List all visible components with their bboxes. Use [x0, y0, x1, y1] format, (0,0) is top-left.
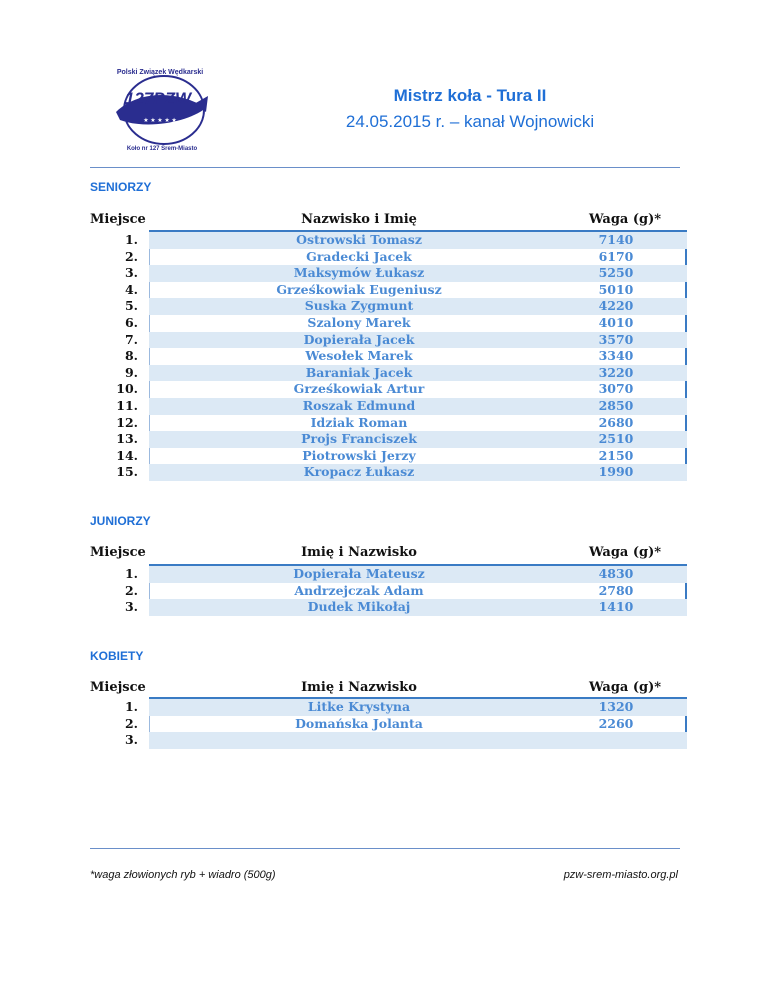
place-number: 9. — [124, 364, 138, 380]
table-row — [149, 265, 687, 282]
place-number: 11. — [116, 398, 138, 413]
top-divider — [90, 167, 680, 168]
place-number: 8. — [124, 348, 138, 364]
weight-value: 3340 — [598, 348, 634, 364]
weight-value: 5250 — [598, 265, 634, 281]
place-number: 1. — [124, 232, 138, 247]
table-row — [149, 315, 687, 332]
competitor-name: Dopierała Jacek — [303, 331, 415, 347]
weight-value: 1320 — [598, 699, 634, 714]
competitor-name: Projs Franciszek — [301, 431, 417, 447]
competitor-name: Dopierała Mateusz — [293, 566, 425, 581]
weight-value: 4830 — [598, 566, 634, 581]
competitor-name: Grześkowiak Eugeniusz — [276, 281, 442, 297]
table-row — [149, 415, 687, 432]
weight-value: 2780 — [598, 582, 634, 598]
weight-value: 1990 — [598, 464, 634, 480]
bottom-divider — [90, 848, 680, 849]
table-row — [149, 716, 687, 733]
col-header-weight: Waga (g)* — [588, 545, 662, 560]
svg-text:127PZW: 127PZW — [124, 89, 192, 108]
weight-value: 2150 — [598, 447, 634, 463]
col-header-place: Miejsce — [90, 212, 146, 227]
pzw-logo — [108, 60, 212, 156]
competitor-name: Grześkowiak Artur — [293, 381, 425, 397]
competitor-name: Gradecki Jacek — [306, 248, 412, 264]
footer-url: pzw-srem-miasto.org.pl — [563, 869, 678, 881]
weight-value: 3070 — [598, 381, 634, 397]
table-row — [149, 232, 687, 249]
place-number: 2. — [124, 248, 138, 264]
weight-value: 1410 — [598, 599, 634, 615]
place-number: 1. — [124, 699, 138, 714]
table-row — [149, 448, 687, 465]
table-row — [149, 332, 687, 349]
place-number: 12. — [116, 414, 138, 430]
svg-text:Koło nr 127 Śrem-Miasto: Koło nr 127 Śrem-Miasto — [126, 146, 198, 152]
weight-value: 5010 — [598, 281, 634, 297]
table-row — [149, 249, 687, 266]
weight-value: 2260 — [598, 715, 634, 731]
competitor-name: Kropacz Łukasz — [303, 464, 415, 480]
col-header-name: Nazwisko i Imię — [301, 212, 417, 227]
table-row — [149, 583, 687, 600]
competitor-name: Baraniak Jacek — [305, 364, 413, 380]
col-header-place: Miejsce — [90, 545, 146, 560]
place-number: 2. — [124, 715, 138, 731]
place-number: 10. — [116, 381, 138, 397]
place-number: 5. — [124, 298, 138, 314]
table-row — [149, 599, 687, 616]
table-row — [149, 398, 687, 415]
col-header-weight: Waga (g)* — [588, 212, 662, 227]
place-number: 14. — [116, 447, 138, 463]
competitor-name: Idziak Roman — [310, 414, 408, 430]
table-row — [149, 431, 687, 448]
competitor-name: Suska Zygmunt — [304, 298, 414, 314]
col-header-place: Miejsce — [90, 680, 146, 695]
competitor-name: Andrzejczak Adam — [294, 582, 424, 598]
competitor-name: Szalony Marek — [307, 314, 411, 330]
weight-value: 4220 — [598, 298, 634, 314]
table-row — [149, 365, 687, 382]
page-title: Mistrz koła - Tura II — [393, 86, 547, 105]
place-number: 1. — [124, 566, 138, 581]
col-header-name: Imię i Nazwisko — [301, 545, 417, 560]
weight-value: 2850 — [598, 397, 634, 413]
section-label: SENIORZY — [90, 180, 152, 194]
competitor-name: Roszak Edmund — [302, 397, 416, 413]
place-number: 15. — [116, 464, 138, 480]
footer-note: *waga złowionych ryb + wiadro (500g) — [90, 869, 276, 881]
page-subtitle: 24.05.2015 r. – kanał Wojnowicki — [345, 112, 595, 131]
place-number: 4. — [124, 281, 138, 297]
results-table — [149, 566, 687, 616]
place-number: 3. — [124, 265, 138, 281]
weight-value: 2680 — [598, 414, 634, 430]
table-row — [149, 381, 687, 398]
place-number: 3. — [124, 732, 138, 748]
svg-text:Polski Związek Wędkarski: Polski Związek Wędkarski — [116, 69, 204, 76]
place-number: 13. — [116, 431, 138, 447]
results-table — [149, 232, 687, 481]
results-table — [149, 699, 687, 749]
competitor-name: Domańska Jolanta — [295, 715, 423, 731]
table-row — [149, 298, 687, 315]
table-row — [149, 732, 687, 749]
competitor-name: Piotrowski Jerzy — [302, 447, 416, 463]
place-number: 2. — [124, 582, 138, 598]
table-row — [149, 566, 687, 583]
table-row — [149, 348, 687, 365]
table-row — [149, 699, 687, 716]
place-number: 7. — [124, 331, 138, 347]
competitor-name: Wesołek Marek — [305, 348, 413, 364]
col-header-name: Imię i Nazwisko — [301, 680, 417, 695]
competitor-name: Litke Krystyna — [307, 699, 411, 714]
table-row — [149, 464, 687, 481]
place-number: 3. — [124, 599, 138, 615]
section-label: KOBIETY — [90, 649, 144, 663]
place-number: 6. — [124, 315, 138, 330]
competitor-name: Maksymów Łukasz — [293, 265, 425, 281]
section-label: JUNIORZY — [90, 514, 151, 528]
weight-value: 6170 — [598, 248, 634, 264]
competitor-name: Dudek Mikołaj — [307, 599, 411, 615]
weight-value: 4010 — [598, 314, 634, 330]
col-header-weight: Waga (g)* — [588, 680, 662, 695]
weight-value: 3570 — [598, 331, 634, 347]
weight-value: 2510 — [598, 431, 634, 447]
competitor-name: Ostrowski Tomasz — [296, 232, 422, 247]
table-row — [149, 282, 687, 299]
svg-text:★ ★ ★ ★ ★: ★ ★ ★ ★ ★ — [143, 118, 177, 124]
weight-value: 7140 — [598, 232, 634, 247]
weight-value: 3220 — [598, 364, 634, 380]
